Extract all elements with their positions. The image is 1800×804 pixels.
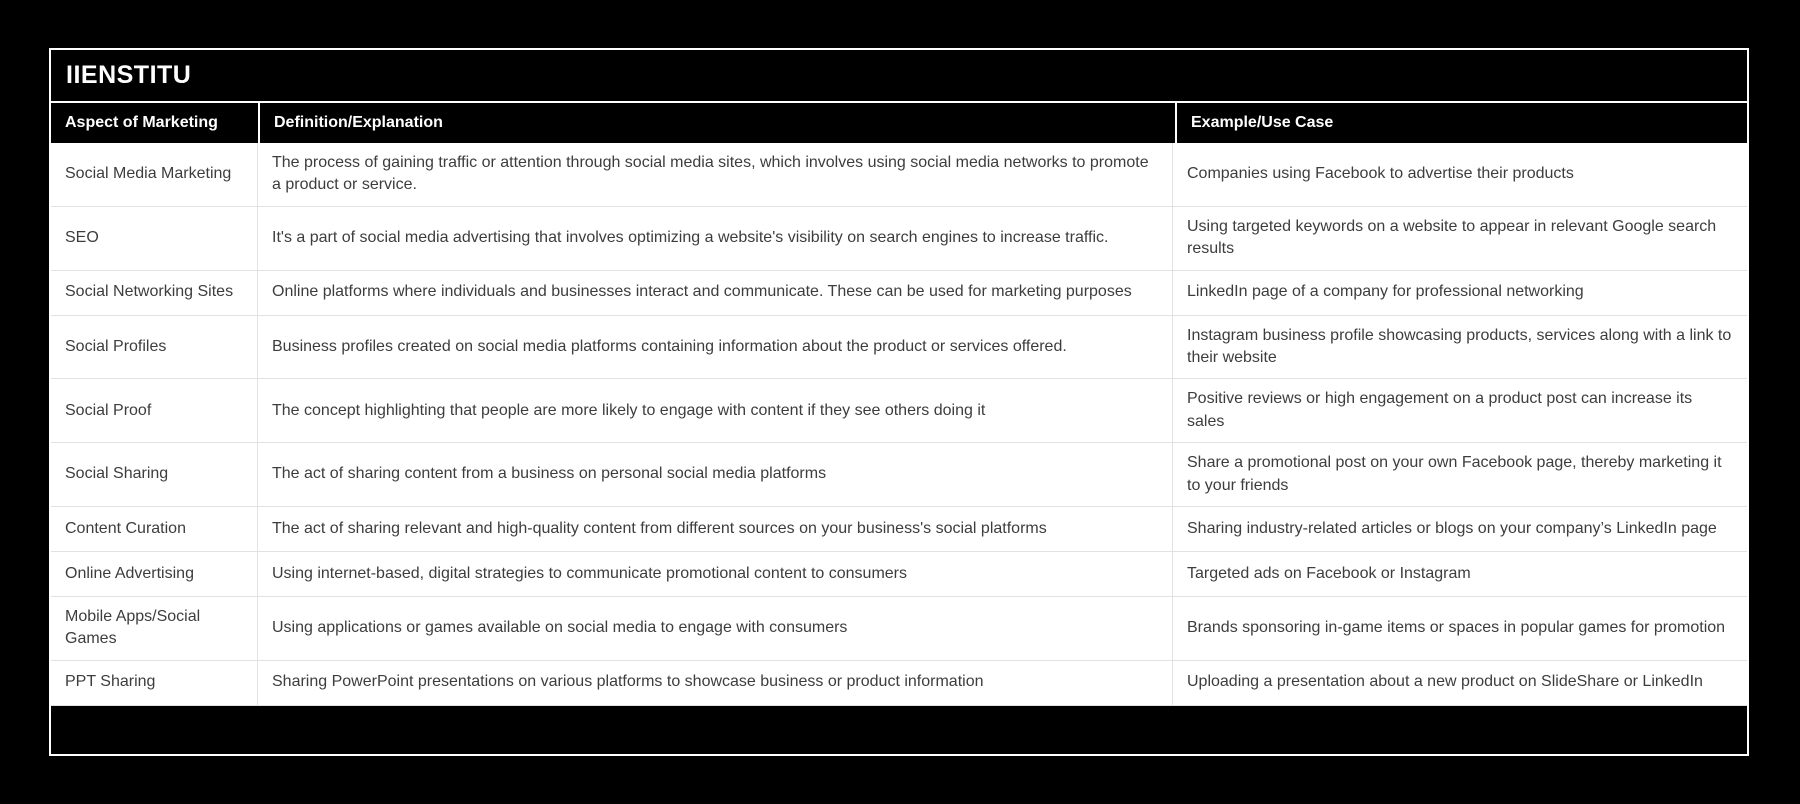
cell-aspect: Social Networking Sites: [51, 271, 258, 315]
table-row: [51, 661, 1747, 706]
cell-example: Share a promotional post on your own Facebook page, thereby marketing it to your friends: [1187, 454, 1722, 494]
cell-definition: It's a part of social media advertising that involves optimizing a website's visibility on search engines to increase traffic.: [258, 207, 1173, 270]
cell-example: Positive reviews or high engagement on a product post can increase its sales: [1187, 390, 1693, 430]
cell-definition: The act of sharing content from a business on personal social media platforms: [258, 443, 1173, 506]
cell-aspect: Mobile Apps/Social Games: [51, 597, 258, 660]
table-row: [51, 379, 1747, 443]
cell-definition: The process of gaining traffic or attention through social media sites, which involves using social media networks to promote a product or service.: [258, 143, 1173, 206]
cell-example: Targeted ads on Facebook or Instagram: [1187, 564, 1471, 582]
cell-definition: The act of sharing relevant and high-quality content from different sources on your business's social platforms: [258, 507, 1173, 551]
cell-aspect: Social Sharing: [51, 443, 258, 506]
table-row: [51, 597, 1747, 661]
cell-aspect: Social Proof: [51, 379, 258, 442]
cell-definition: Using applications or games available on social media to engage with consumers: [258, 597, 1173, 660]
table-header-row: [51, 103, 1747, 143]
marketing-table-card: [49, 48, 1749, 756]
table-body: [51, 143, 1747, 706]
table-row: [51, 207, 1747, 271]
table-row: [51, 443, 1747, 507]
cell-example: Using targeted keywords on a website to appear in relevant Google search results: [1187, 217, 1717, 258]
brand-title: IIENSTITU: [51, 50, 1747, 103]
cell-example: Sharing industry-related articles or blogs on your company’s LinkedIn page: [1187, 519, 1717, 537]
cell-aspect: Online Advertising: [51, 552, 258, 596]
table-row: [51, 271, 1747, 316]
cell-aspect: Content Curation: [51, 507, 258, 551]
cell-example: Uploading a presentation about a new product on SlideShare or LinkedIn: [1187, 673, 1703, 691]
column-header-example: Example/Use Case: [1177, 103, 1747, 143]
table-footer-strip: [51, 706, 1747, 754]
cell-definition: The concept highlighting that people are more likely to engage with content if they see others doing it: [258, 379, 1173, 442]
cell-definition: Online platforms where individuals and businesses interact and communicate. These can be used for marketing purposes: [258, 271, 1173, 315]
table-row: [51, 316, 1747, 380]
table-row: [51, 552, 1747, 597]
cell-example: Instagram business profile showcasing products, services along with a link to their website: [1187, 326, 1732, 366]
cell-aspect: PPT Sharing: [51, 661, 258, 705]
cell-example: Companies using Facebook to advertise their products: [1187, 165, 1574, 183]
cell-definition: Sharing PowerPoint presentations on various platforms to showcase business or product information: [258, 661, 1173, 705]
column-header-definition: Definition/Explanation: [260, 103, 1175, 143]
column-header-aspect: Aspect of Marketing: [51, 103, 258, 143]
table-row: [51, 143, 1747, 207]
cell-example: Brands sponsoring in-game items or spaces in popular games for promotion: [1187, 619, 1726, 637]
cell-definition: Using internet-based, digital strategies to communicate promotional content to consumers: [258, 552, 1173, 596]
cell-aspect: SEO: [51, 207, 258, 270]
cell-aspect: Social Media Marketing: [51, 143, 258, 206]
cell-aspect: Social Profiles: [51, 316, 258, 379]
cell-definition: Business profiles created on social media platforms containing information about the product or services offered.: [258, 316, 1173, 379]
cell-example: LinkedIn page of a company for professional networking: [1187, 283, 1584, 301]
table-row: [51, 507, 1747, 552]
